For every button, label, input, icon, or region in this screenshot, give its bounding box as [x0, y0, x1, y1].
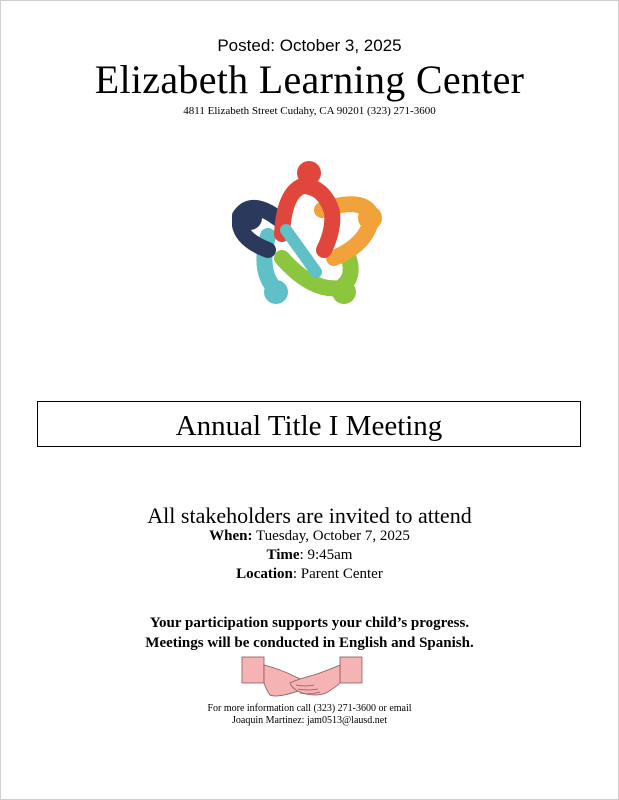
community-circle-icon [232, 160, 386, 308]
participation-line-2: Meetings will be conducted in English and Spanish. [145, 635, 474, 651]
participation-line-1: Your participation supports your child’s progress. [149, 615, 470, 631]
when-label: When: [209, 528, 253, 544]
time-line [0, 547, 619, 564]
invite-text: All stakeholders are invited to attend [147, 503, 472, 528]
contact-line-1: For more information call (323) 271-3600 or email [207, 703, 412, 714]
location-value: : Parent Center [292, 566, 383, 582]
time-label: Time [266, 547, 300, 563]
location-label: Location [236, 566, 293, 582]
meeting-title-banner [37, 401, 581, 447]
posted-date: Posted: October 3, 2025 [217, 36, 402, 55]
when-line [0, 528, 619, 545]
school-address: 4811 Elizabeth Street Cudahy, CA 90201 (323) 271-3600 [183, 105, 436, 117]
handshake-icon [240, 655, 364, 700]
time-value: : 9:45am [299, 547, 353, 563]
when-value: Tuesday, October 7, 2025 [252, 528, 410, 544]
location-line [0, 566, 619, 583]
meeting-title: Annual Title I Meeting [175, 410, 443, 442]
contact-line-2: Joaquin Martinez: jam0513@lausd.net [231, 715, 387, 726]
school-name: Elizabeth Learning Center [94, 57, 525, 102]
